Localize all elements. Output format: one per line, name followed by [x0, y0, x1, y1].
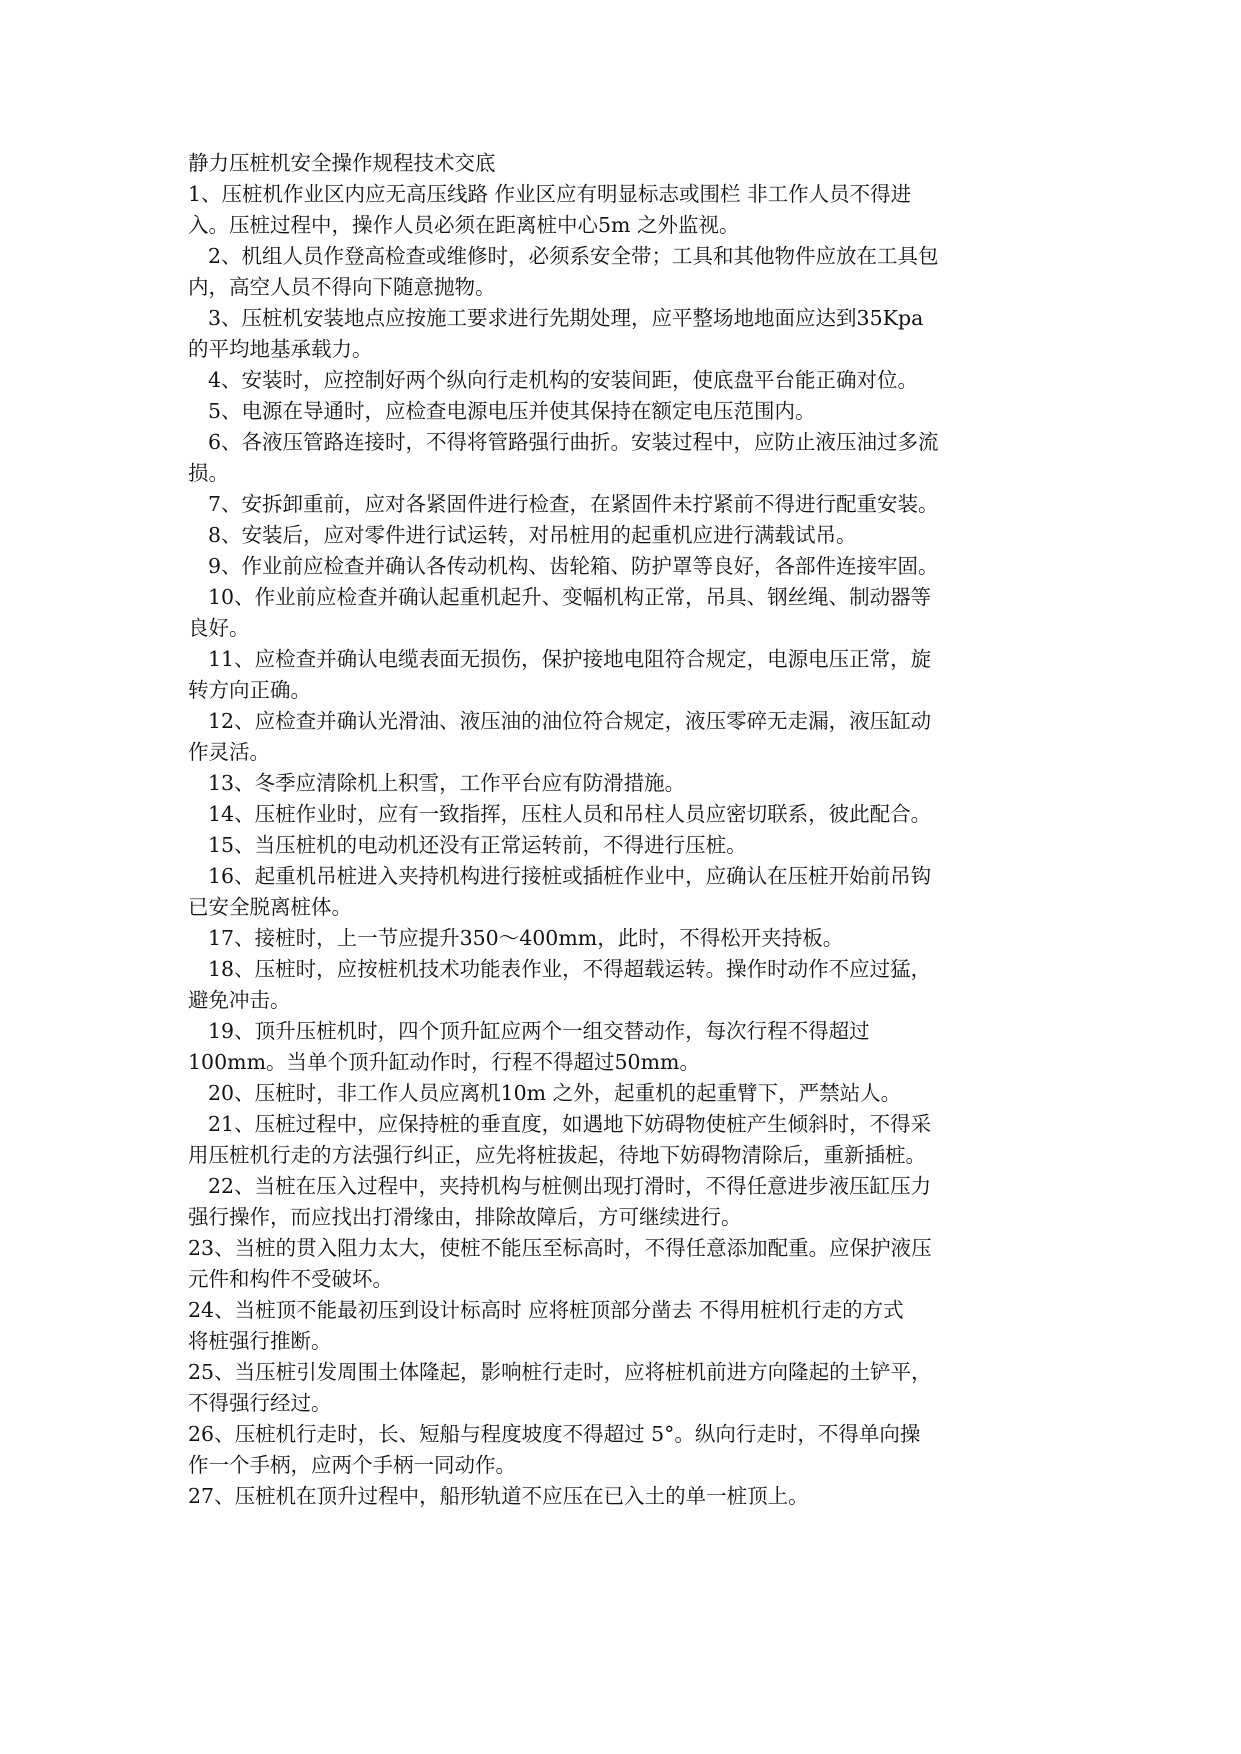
paragraph-line: 18、压桩时，应按桩机技术功能表作业，不得超载运转。操作时动作不应过猛，: [208, 957, 932, 981]
paragraph-line: 已安全脱离桩体。: [188, 895, 352, 919]
paragraph-line: 的平均地基承载力。: [188, 337, 373, 361]
document-title: 静力压桩机安全操作规程技术交底: [188, 151, 496, 175]
paragraph-item: [188, 1419, 1093, 1481]
paragraph-item: [188, 644, 1093, 706]
paragraph-item: [188, 1357, 1093, 1419]
paragraph-line: 23、当桩的贯入阻力太大，使桩不能压至标高时，不得任意添加配重。应保护液压: [188, 1236, 932, 1260]
paragraph-item: [188, 1233, 1093, 1295]
paragraph-item: [188, 830, 1093, 861]
paragraph-line: 26、压桩机行走时，长、短船与程度坡度不得超过 5°。纵向行走时，不得单向操: [188, 1422, 921, 1446]
paragraph-line: 转方向正确。: [188, 678, 311, 702]
paragraph-item: [188, 768, 1093, 799]
paragraph-item: [188, 861, 1093, 923]
paragraph-line: 内，高空人员不得向下随意抛物。: [188, 275, 496, 299]
paragraph-item: [188, 706, 1093, 768]
paragraph-line: 用压桩机行走的方法强行纠正，应先将桩拔起，待地下妨碍物清除后，重新插桩。: [188, 1143, 926, 1167]
paragraph-item: [188, 551, 1093, 582]
paragraph-line: 不得强行经过。: [188, 1391, 332, 1415]
paragraph-line: 17、接桩时，上一节应提升350～400mm，此时，不得松开夹持板。: [208, 926, 844, 950]
paragraph-item: [188, 1295, 1093, 1357]
paragraph-line: 1、压桩机作业区内应无高压线路 作业区应有明显标志或围栏 非工作人员不得进: [188, 182, 912, 206]
paragraph-line: 15、当压桩机的电动机还没有正常运转前，不得进行压桩。: [208, 833, 747, 857]
paragraph-line: 14、压桩作业时，应有一致指挥，压柱人员和吊柱人员应密切联系，彼此配合。: [208, 802, 932, 826]
paragraph-item: [188, 489, 1093, 520]
paragraph-line: 13、冬季应清除机上积雪，工作平台应有防滑措施。: [208, 771, 686, 795]
paragraph-list: [188, 179, 1093, 1512]
paragraph-line: 22、当桩在压入过程中，夹持机构与桩侧出现打滑时，不得任意进步液压缸压力: [208, 1174, 932, 1198]
paragraph-line: 100mm。当单个顶升缸动作时，行程不得超过50mm。: [188, 1050, 700, 1074]
paragraph-item: [188, 1171, 1093, 1233]
paragraph-item: [188, 365, 1093, 396]
paragraph-item: [188, 179, 1093, 241]
paragraph-line: 8、安装后，应对零件进行试运转，对吊桩用的起重机应进行满载试吊。: [208, 523, 857, 547]
paragraph-line: 强行操作，而应找出打滑缘由，排除故障后，方可继续进行。: [188, 1205, 742, 1229]
paragraph-line: 3、压桩机安装地点应按施工要求进行先期处理，应平整场地地面应达到35Kpa: [208, 306, 924, 330]
paragraph-item: [188, 520, 1093, 551]
paragraph-line: 2、机组人员作登高检查或维修时，必须系安全带；工具和其他物件应放在工具包: [208, 244, 939, 268]
paragraph-line: 避免冲击。: [188, 988, 291, 1012]
paragraph-line: 4、安装时，应控制好两个纵向行走机构的安装间距，使底盘平台能正确对位。: [208, 368, 919, 392]
paragraph-line: 27、压桩机在顶升过程中，船形轨道不应压在已入土的单一桩顶上。: [188, 1484, 809, 1508]
paragraph-line: 6、各液压管路连接时，不得将管路强行曲折。安装过程中，应防止液压油过多流: [208, 430, 939, 454]
paragraph-line: 良好。: [188, 616, 250, 640]
paragraph-item: [188, 1078, 1093, 1109]
paragraph-item: [188, 1109, 1093, 1171]
paragraph-line: 作一个手柄，应两个手柄一同动作。: [188, 1453, 516, 1477]
paragraph-line: 损。: [188, 461, 229, 485]
paragraph-item: [188, 1016, 1093, 1078]
paragraph-line: 25、当压桩引发周围土体隆起，影响桩行走时，应将桩机前进方向隆起的土铲平，: [188, 1360, 932, 1384]
paragraph-line: 5、电源在导通时，应检查电源电压并使其保持在额定电压范围内。: [208, 399, 816, 423]
paragraph-line: 7、安拆卸重前，应对各紧固件进行检查，在紧固件未拧紧前不得进行配重安装。: [208, 492, 939, 516]
paragraph-line: 20、压桩时，非工作人员应离机10m 之外，起重机的起重臂下，严禁站人。: [208, 1081, 902, 1105]
paragraph-line: 24、当桩顶不能最初压到设计标高时 应将桩顶部分凿去 不得用桩机行走的方式: [188, 1298, 904, 1322]
paragraph-line: 将桩强行推断。: [188, 1329, 332, 1353]
paragraph-line: 11、应检查并确认电缆表面无损伤，保护接地电阻符合规定，电源电压正常，旋: [208, 647, 932, 671]
paragraph-line: 9、作业前应检查并确认各传动机构、齿轮箱、防护罩等良好，各部件连接牢固。: [208, 554, 939, 578]
paragraph-item: [188, 582, 1093, 644]
document-body: [188, 148, 1093, 1512]
paragraph-line: 19、顶升压桩机时，四个顶升缸应两个一组交替动作，每次行程不得超过: [208, 1019, 870, 1043]
paragraph-line: 作灵活。: [188, 740, 270, 764]
paragraph-item: [188, 923, 1093, 954]
paragraph-item: [188, 241, 1093, 303]
paragraph-item: [188, 799, 1093, 830]
paragraph-item: [188, 303, 1093, 365]
paragraph-line: 12、应检查并确认光滑油、液压油的油位符合规定，液压零碎无走漏，液压缸动: [208, 709, 932, 733]
paragraph-line: 10、作业前应检查并确认起重机起升、变幅机构正常，吊具、钢丝绳、制动器等: [208, 585, 932, 609]
paragraph-item: [188, 1481, 1093, 1512]
paragraph-line: 元件和构件不受破坏。: [188, 1267, 393, 1291]
paragraph-item: [188, 396, 1093, 427]
paragraph-line: 16、起重机吊桩进入夹持机构进行接桩或插桩作业中，应确认在压桩开始前吊钩: [208, 864, 932, 888]
paragraph-item: [188, 954, 1093, 1016]
paragraph-line: 入。压桩过程中，操作人员必须在距离桩中心5m 之外监视。: [188, 213, 740, 237]
paragraph-item: [188, 427, 1093, 489]
paragraph-line: 21、压桩过程中，应保持桩的垂直度，如遇地下妨碍物使桩产生倾斜时，不得采: [208, 1112, 932, 1136]
